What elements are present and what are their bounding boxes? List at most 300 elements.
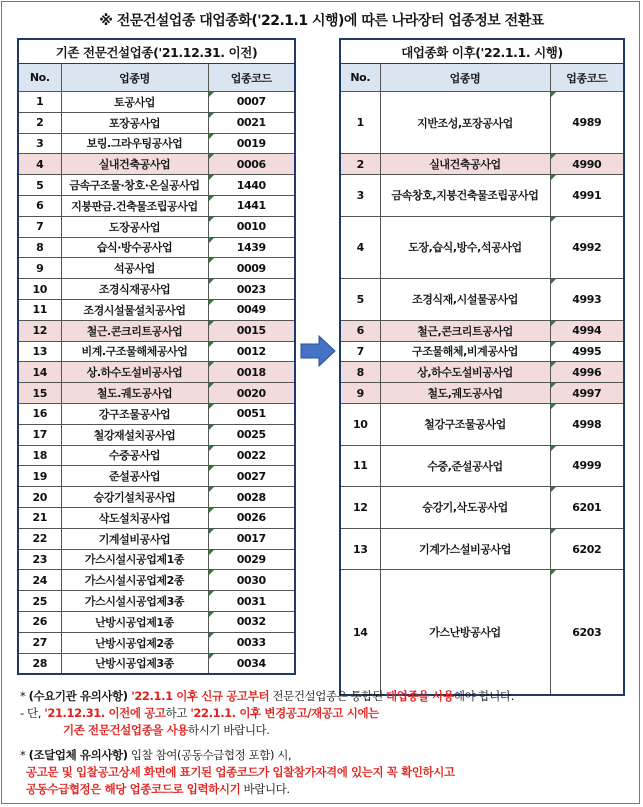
cell-text: 0009 [236, 261, 266, 275]
row-number [18, 383, 61, 404]
table-row [18, 528, 295, 549]
table-row [18, 632, 295, 653]
cell-text: 4994 [572, 324, 602, 338]
cell-comment-marker-icon [209, 217, 214, 222]
merged-industry-table [339, 38, 625, 696]
industry-code [208, 258, 295, 279]
note-supplier [20, 747, 630, 764]
cell-text: 1440 [236, 178, 266, 192]
note-emphasis: 공동수급협정은 해당 업종코드로 입력하시기 [26, 782, 241, 796]
legacy-table-body [18, 92, 295, 675]
col-header-no: No. [340, 64, 380, 92]
industry-name [61, 549, 208, 570]
cell-text: 석공사업 [114, 262, 155, 276]
industry-name [61, 362, 208, 383]
cell-text: 포장공사업 [108, 116, 161, 130]
industry-name [380, 279, 550, 321]
cell-comment-marker-icon [209, 591, 214, 596]
cell-text: 4991 [572, 188, 602, 202]
industry-name [61, 133, 208, 154]
cell-text: 4992 [572, 240, 602, 254]
industry-code [208, 632, 295, 653]
cell-comment-marker-icon [209, 633, 214, 638]
note-buyer-exception [20, 705, 630, 722]
cell-text: 기계설비공사업 [98, 532, 171, 546]
cell-text: 철근,콘크리트공사업 [417, 324, 513, 338]
cell-text: 10 [32, 282, 47, 296]
cell-text: 0029 [236, 552, 266, 566]
cell-comment-marker-icon [209, 196, 214, 201]
table-row [18, 549, 295, 570]
table-row [18, 362, 295, 383]
cell-text: 15 [32, 386, 47, 400]
note-emphasis: '22.1.1 이후 신규 공고부터 [127, 689, 270, 703]
cell-text: 0015 [236, 324, 266, 338]
cell-text: 조경식재공사업 [98, 283, 171, 297]
industry-name [61, 258, 208, 279]
industry-name [61, 341, 208, 362]
cell-text: 1439 [236, 240, 266, 254]
table-row [18, 570, 295, 591]
row-number [18, 112, 61, 133]
notes-section [20, 688, 630, 798]
cell-text: 28 [32, 656, 47, 670]
cell-text: 0028 [236, 490, 266, 504]
row-number [18, 528, 61, 549]
col-header-code: 업종코드 [208, 64, 295, 92]
cell-text: 11 [352, 459, 368, 473]
table-row [18, 279, 295, 300]
table-row [18, 424, 295, 445]
cell-comment-marker-icon [551, 362, 556, 367]
table-row [340, 528, 624, 570]
cell-comment-marker-icon [551, 487, 556, 492]
cell-comment-marker-icon [209, 612, 214, 617]
cell-text: 조경시설물설치공사업 [83, 303, 186, 317]
cell-text: 토공사업 [114, 95, 155, 109]
table-row [340, 216, 624, 278]
cell-text: 6201 [572, 500, 602, 514]
cell-text: 21 [32, 511, 47, 525]
industry-name [61, 299, 208, 320]
cell-comment-marker-icon [551, 383, 556, 388]
row-number [18, 591, 61, 612]
right-arrow-icon [300, 335, 336, 367]
table-row [18, 507, 295, 528]
row-number [18, 403, 61, 424]
table-row [340, 570, 624, 695]
cell-text: 0051 [236, 407, 266, 421]
cell-text: 26 [32, 615, 47, 629]
cell-comment-marker-icon [209, 300, 214, 305]
cell-text: 비계.구조물해체공사업 [81, 345, 188, 359]
cell-text: 가스시설시공업제3종 [84, 595, 185, 609]
cell-text: 24 [32, 573, 47, 587]
cell-comment-marker-icon [551, 570, 556, 575]
table-row [18, 92, 295, 113]
industry-code [208, 403, 295, 424]
note-text: 하시기 바랍니다. [188, 723, 270, 737]
cell-text: 0012 [236, 344, 266, 358]
row-number [18, 279, 61, 300]
table-row [18, 258, 295, 279]
industry-name [61, 383, 208, 404]
cell-text: 10 [352, 417, 368, 431]
cell-text: 4999 [572, 459, 602, 473]
row-number [18, 195, 61, 216]
cell-text: 지반조성,포장공사업 [417, 116, 513, 130]
note-buyer-label: (수요기관 유의사항) [28, 689, 128, 703]
cell-text: 0018 [236, 365, 266, 379]
cell-comment-marker-icon [209, 134, 214, 139]
table-row [340, 279, 624, 321]
row-number [340, 341, 380, 362]
table-row [18, 216, 295, 237]
cell-text: 6203 [572, 625, 602, 639]
table-row [18, 487, 295, 508]
industry-name [380, 528, 550, 570]
industry-name [61, 570, 208, 591]
note-text: - 단, [20, 706, 45, 720]
cell-comment-marker-icon [209, 154, 214, 159]
cell-text: 습식·방수공사업 [96, 241, 173, 255]
table-row [340, 445, 624, 487]
cell-text: 12 [32, 324, 47, 338]
table-row [18, 112, 295, 133]
cell-text: 수중공사업 [108, 449, 161, 463]
merged-table-body [340, 92, 624, 696]
cell-text: 4 [356, 240, 364, 254]
cell-text: 18 [32, 448, 47, 462]
industry-code [208, 92, 295, 113]
note-emphasis: '21.12.31. 이전에 공고 [44, 706, 166, 720]
cell-text: 기계가스설비공사업 [418, 543, 512, 557]
cell-text: 0019 [236, 136, 266, 150]
industry-code [550, 320, 624, 341]
note-buyer-exception-cont [20, 722, 630, 739]
note-buyer [20, 688, 630, 705]
row-number [340, 279, 380, 321]
table-row [18, 591, 295, 612]
industry-code [208, 279, 295, 300]
industry-code [550, 570, 624, 695]
industry-name [61, 632, 208, 653]
cell-text: 승강기,삭도공사업 [422, 501, 508, 515]
cell-text: 25 [32, 594, 47, 608]
cell-comment-marker-icon [209, 404, 214, 409]
cell-comment-marker-icon [209, 279, 214, 284]
table-row [340, 362, 624, 383]
industry-code [208, 591, 295, 612]
row-number [18, 299, 61, 320]
industry-code [208, 112, 295, 133]
cell-text: 23 [32, 552, 47, 566]
industry-code [208, 487, 295, 508]
cell-text: 준설공사업 [108, 470, 161, 484]
industry-code [550, 403, 624, 445]
industry-code [208, 653, 295, 674]
row-number [18, 445, 61, 466]
note-emphasis: 공고문 및 입찰공고상세 화면에 표기된 업종코드가 입찰참가자격에 있는지 꼭 확인하시고 [26, 765, 455, 779]
merged-table-title: 대업종화 이후('22.1.1. 시행) [340, 39, 624, 64]
cell-text: 13 [32, 344, 47, 358]
industry-name [380, 487, 550, 529]
cell-comment-marker-icon [209, 550, 214, 555]
row-number [340, 154, 380, 175]
table-row [18, 320, 295, 341]
row-number [18, 154, 61, 175]
cell-text: 0020 [236, 386, 266, 400]
cell-comment-marker-icon [209, 529, 214, 534]
cell-comment-marker-icon [551, 446, 556, 451]
cell-comment-marker-icon [209, 321, 214, 326]
cell-text: 철도,궤도공사업 [427, 387, 503, 401]
industry-code [550, 175, 624, 217]
industry-name [61, 507, 208, 528]
industry-name [380, 216, 550, 278]
note-text: 전문건설업종은 통합된 [269, 689, 387, 703]
cell-text: 0032 [236, 615, 266, 629]
industry-name [61, 466, 208, 487]
cell-text: 4995 [572, 344, 602, 358]
cell-text: 0030 [236, 573, 266, 587]
table-row [340, 92, 624, 154]
cell-text: 철강재설치공사업 [93, 428, 176, 442]
cell-text: 도장공사업 [108, 220, 161, 234]
industry-code [208, 341, 295, 362]
industry-name [61, 237, 208, 258]
cell-text: 난방시공업제2종 [95, 636, 174, 650]
industry-code [208, 528, 295, 549]
table-row [340, 487, 624, 529]
cell-comment-marker-icon [209, 238, 214, 243]
cell-comment-marker-icon [551, 175, 556, 180]
note-supplier-line2 [20, 764, 630, 781]
cell-text: 27 [32, 636, 47, 650]
row-number [340, 92, 380, 154]
cell-text: 3 [36, 136, 44, 150]
cell-comment-marker-icon [209, 466, 214, 471]
row-number [18, 653, 61, 674]
table-row [18, 403, 295, 424]
legacy-industry-table [17, 38, 296, 675]
industry-code [208, 445, 295, 466]
industry-name [61, 279, 208, 300]
row-number [18, 424, 61, 445]
industry-code [208, 195, 295, 216]
cell-text: 0023 [236, 282, 266, 296]
industry-name [380, 92, 550, 154]
cell-text: 6 [36, 199, 44, 213]
cell-text: 0022 [236, 448, 266, 462]
cell-text: 금속창호,지붕건축물조립공사업 [391, 189, 539, 203]
cell-text: 22 [32, 532, 47, 546]
row-number [340, 570, 380, 695]
cell-text: 강구조물공사업 [98, 407, 171, 421]
cell-comment-marker-icon [209, 570, 214, 575]
table-row [18, 383, 295, 404]
col-header-name: 업종명 [380, 64, 550, 92]
industry-name [61, 487, 208, 508]
industry-code [208, 570, 295, 591]
industry-code [208, 611, 295, 632]
industry-code [208, 320, 295, 341]
note-emphasis: 대업종을 사용 [386, 689, 454, 703]
cell-text: 6 [356, 324, 364, 338]
table-row [340, 341, 624, 362]
industry-code [550, 528, 624, 570]
table-row [18, 195, 295, 216]
cell-text: 4997 [572, 386, 602, 400]
page-title: ※ 전문건설업종 대업종화('22.1.1 시행)에 따른 나라장터 업종정보 전환표 [99, 13, 544, 29]
row-number [18, 611, 61, 632]
row-number [18, 362, 61, 383]
cell-comment-marker-icon [209, 508, 214, 513]
note-emphasis: '22.1.1. 이후 변경공고/재공고 시에는 [190, 706, 379, 720]
industry-code [208, 466, 295, 487]
note-emphasis: 기존 전문건설업종을 사용 [63, 723, 189, 737]
industry-code [208, 154, 295, 175]
industry-code [550, 362, 624, 383]
bullet: * [20, 689, 29, 703]
industry-code [208, 133, 295, 154]
table-row [340, 403, 624, 445]
cell-text: 0021 [236, 116, 266, 130]
row-number [340, 445, 380, 487]
cell-text: 20 [32, 490, 47, 504]
cell-text: 가스시설시공업제1종 [84, 553, 185, 567]
cell-text: 철강구조물공사업 [424, 418, 506, 432]
industry-code [208, 237, 295, 258]
cell-text: 승강기설치공사업 [93, 491, 176, 505]
note-supplier-label: (조달업체 유의사항) [28, 748, 128, 762]
industry-name [61, 424, 208, 445]
cell-text: 11 [32, 303, 47, 317]
cell-text: 금속구조물·창호·온실공사업 [69, 179, 200, 193]
cell-text: 지붕판금.건축물조립공사업 [71, 199, 198, 213]
industry-code [208, 424, 295, 445]
cell-comment-marker-icon [209, 113, 214, 118]
cell-text: 난방시공업제1종 [95, 615, 174, 629]
industry-name [61, 591, 208, 612]
table-row [18, 133, 295, 154]
table-row [18, 175, 295, 196]
row-number [18, 466, 61, 487]
cell-text: 철근.콘크리트공사업 [86, 324, 183, 338]
industry-name [380, 154, 550, 175]
cell-text: 3 [356, 188, 364, 202]
cell-text: 4996 [572, 365, 602, 379]
col-header-name: 업종명 [61, 64, 208, 92]
industry-code [208, 175, 295, 196]
industry-name [61, 653, 208, 674]
cell-text: 14 [32, 365, 47, 379]
cell-text: 0017 [236, 532, 266, 546]
row-number [18, 175, 61, 196]
cell-comment-marker-icon [551, 92, 556, 97]
cell-text: 삭도설치공사업 [98, 511, 171, 525]
col-header-code: 업종코드 [550, 64, 624, 92]
row-number [340, 528, 380, 570]
row-number [18, 549, 61, 570]
cell-text: 8 [356, 365, 364, 379]
row-number [18, 632, 61, 653]
table-row [340, 320, 624, 341]
cell-text: 실내건축공사업 [429, 158, 501, 172]
cell-text: 0010 [236, 220, 266, 234]
cell-text: 1441 [236, 199, 266, 213]
industry-name [380, 320, 550, 341]
industry-code [550, 487, 624, 529]
row-number [340, 175, 380, 217]
cell-text: 0025 [236, 428, 266, 442]
industry-name [61, 195, 208, 216]
industry-name [61, 611, 208, 632]
cell-text: 수중,준설공사업 [427, 459, 503, 473]
industry-name [61, 445, 208, 466]
row-number [18, 133, 61, 154]
industry-name [61, 154, 208, 175]
cell-comment-marker-icon [209, 446, 214, 451]
row-number [18, 570, 61, 591]
cell-comment-marker-icon [551, 154, 556, 159]
cell-text: 1 [356, 116, 364, 130]
cell-comment-marker-icon [551, 217, 556, 222]
table-row [18, 341, 295, 362]
cell-text: 19 [32, 469, 47, 483]
industry-name [61, 112, 208, 133]
cell-text: 도장,습식,방수,석공사업 [408, 241, 522, 255]
table-row [340, 383, 624, 404]
cell-text: 구조물해체,비계공사업 [411, 345, 519, 359]
cell-text: 철도.궤도공사업 [96, 387, 173, 401]
row-number [340, 362, 380, 383]
table-row [18, 237, 295, 258]
row-number [18, 258, 61, 279]
industry-name [380, 383, 550, 404]
cell-text: 1 [36, 95, 44, 109]
cell-text: 8 [36, 240, 44, 254]
row-number [18, 341, 61, 362]
cell-comment-marker-icon [209, 425, 214, 430]
row-number [340, 383, 380, 404]
cell-text: 4989 [572, 116, 602, 130]
cell-text: 상.하수도설비공사업 [86, 366, 183, 380]
row-number [18, 92, 61, 113]
cell-text: 가스시설시공업제2종 [84, 574, 185, 588]
industry-name [380, 341, 550, 362]
cell-text: 0034 [236, 656, 266, 670]
cell-text: 보링.그라우팅공사업 [86, 137, 183, 151]
industry-code [550, 279, 624, 321]
industry-name [380, 403, 550, 445]
industry-code [550, 92, 624, 154]
industry-code [550, 216, 624, 278]
cell-comment-marker-icon [209, 342, 214, 347]
cell-text: 0027 [236, 469, 266, 483]
cell-comment-marker-icon [209, 383, 214, 388]
industry-code [208, 216, 295, 237]
cell-comment-marker-icon [551, 279, 556, 284]
table-row [18, 445, 295, 466]
cell-text: 4 [36, 157, 44, 171]
cell-text: 4993 [572, 292, 602, 306]
col-header-no: No. [18, 64, 61, 92]
cell-comment-marker-icon [551, 321, 556, 326]
industry-name [61, 92, 208, 113]
cell-text: 조경식재,시설물공사업 [411, 293, 519, 307]
note-text: 하고 [165, 706, 191, 720]
